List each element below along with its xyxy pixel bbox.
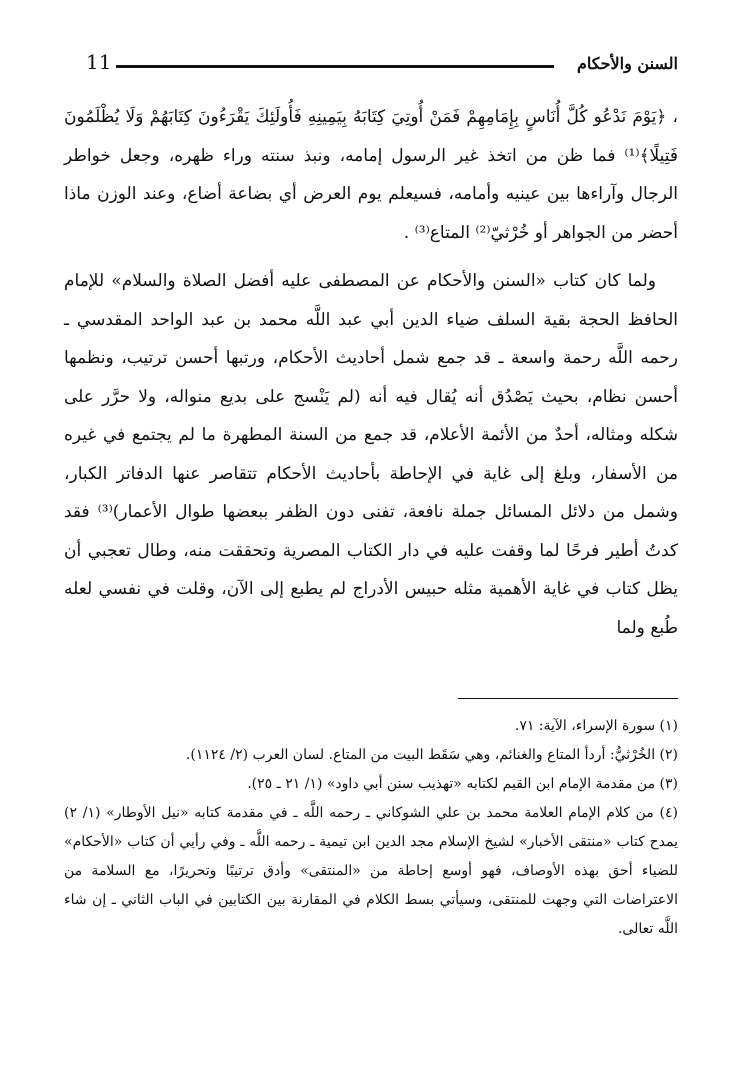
page-header (64, 50, 678, 84)
footnote: (٣) من مقدمة الإمام ابن القيم لكتابه «تهذيب سنن أبي داود» (١/ ٢١ ـ ٢٥). (247, 776, 678, 792)
footnote: (٤) من كلام الإمام العلامة محمد بن علي الشوكاني ـ رحمه اللَّه ـ في مقدمة كتابه «نيل الأوطار» (١/ ٢) يمدح كتاب «منتقى الأخبار» لشيخ الإسلام مجد الدين ابن تيمية ـ رحمه اللَّه ـ وفي رأيي أن كتاب «الأحكام» للضياء أحق بهذه الأوصاف، فهو أوسع إحاطة من «المنتقى» وأدق ترتيبًا وتحريرًا، مع السلامة من الاعتراضات التي وجهت للمنتقى، وسيأتي بسط الكلام في المقارنة بين الكتابين في الباب الثاني ـ إن شاء اللَّه تعالى. (64, 805, 678, 937)
main-text (64, 98, 678, 647)
running-title: السنن والأحكام (577, 54, 678, 73)
footnote: (٢) الخُرْثيُّ: أردأ المتاع والغنائم، وهي سَقَط البيت من المتاع. لسان العرب (٢/ ١١٢٤). (185, 747, 678, 763)
body-paragraph: ولما كان كتاب «السنن والأحكام عن المصطفى عليه أفضل الصلاة والسلام» للإمام الحافظ الحجة بقية السلف ضياء الدين أبي عبد اللَّه محمد بن عبد الواحد المقدسي ـ رحمه اللَّه رحمة واسعة ـ قد جمع شمل أحاديث الأحكام، ورتبها أحسن ترتيب، ونظمها أحسن نظام، بحيث يَصْدُق أنه يُقال فيه أنه (لم يَنْسج على بديع منواله، ولا حرَّر على شكله ومثاله، أحدٌ من الأئمة الأعلام، قد جمع من السنة المطهرة ما لم يجتمع في غيره من الأسفار، وبلغ إلى غاية في الإحاطة بأحاديث الأحكام تتقاصر عنها الدفاتر الكبار، وشمل من دلائل المسائل جملة نافعة، تفنى دون الظفر ببعضها طوال الأعمار)⁽³⁾ فقد كدتُ أطير فرحًا لما وقفت عليه في دار الكتاب المصرية وتحققت منه، وطال تعجبي أن يظل كتاب في غاية الأهمية مثله حبيس الأدراج لم يطبع إلى الآن، وقلت في نفسي لعله طُبع ولما (64, 271, 678, 638)
body-paragraph: ، ﴿يَوْمَ نَدْعُو كُلَّ أُنَاسٍ بِإِمَامِهِمْ فَمَنْ أُوتِيَ كِتَابَهُ بِيَمِينِهِ فَأُولَئِكَ يَقْرَءُونَ كِتَابَهُمْ وَلَا يُظْلَمُونَ فَتِيلًا﴾⁽¹⁾ فما ظن من اتخذ غير الرسول إمامه، ونبذ سنته وراء ظهره، وجعل خواطر الرجال وآراءها بين عينيه وأمامه، فسيعلم يوم العرض أي بضاعة أضاع، وعند الوزن ماذا أحضر من الجواهر أو خُرْثيّ⁽²⁾ المتاع⁽³⁾ . (64, 107, 678, 243)
footnote: (١) سورة الإسراء، الآية: ٧١. (514, 718, 678, 734)
header-rule (116, 65, 554, 68)
footnotes (64, 712, 678, 944)
footnote-separator (458, 698, 678, 699)
page-number: 11 (86, 50, 112, 74)
